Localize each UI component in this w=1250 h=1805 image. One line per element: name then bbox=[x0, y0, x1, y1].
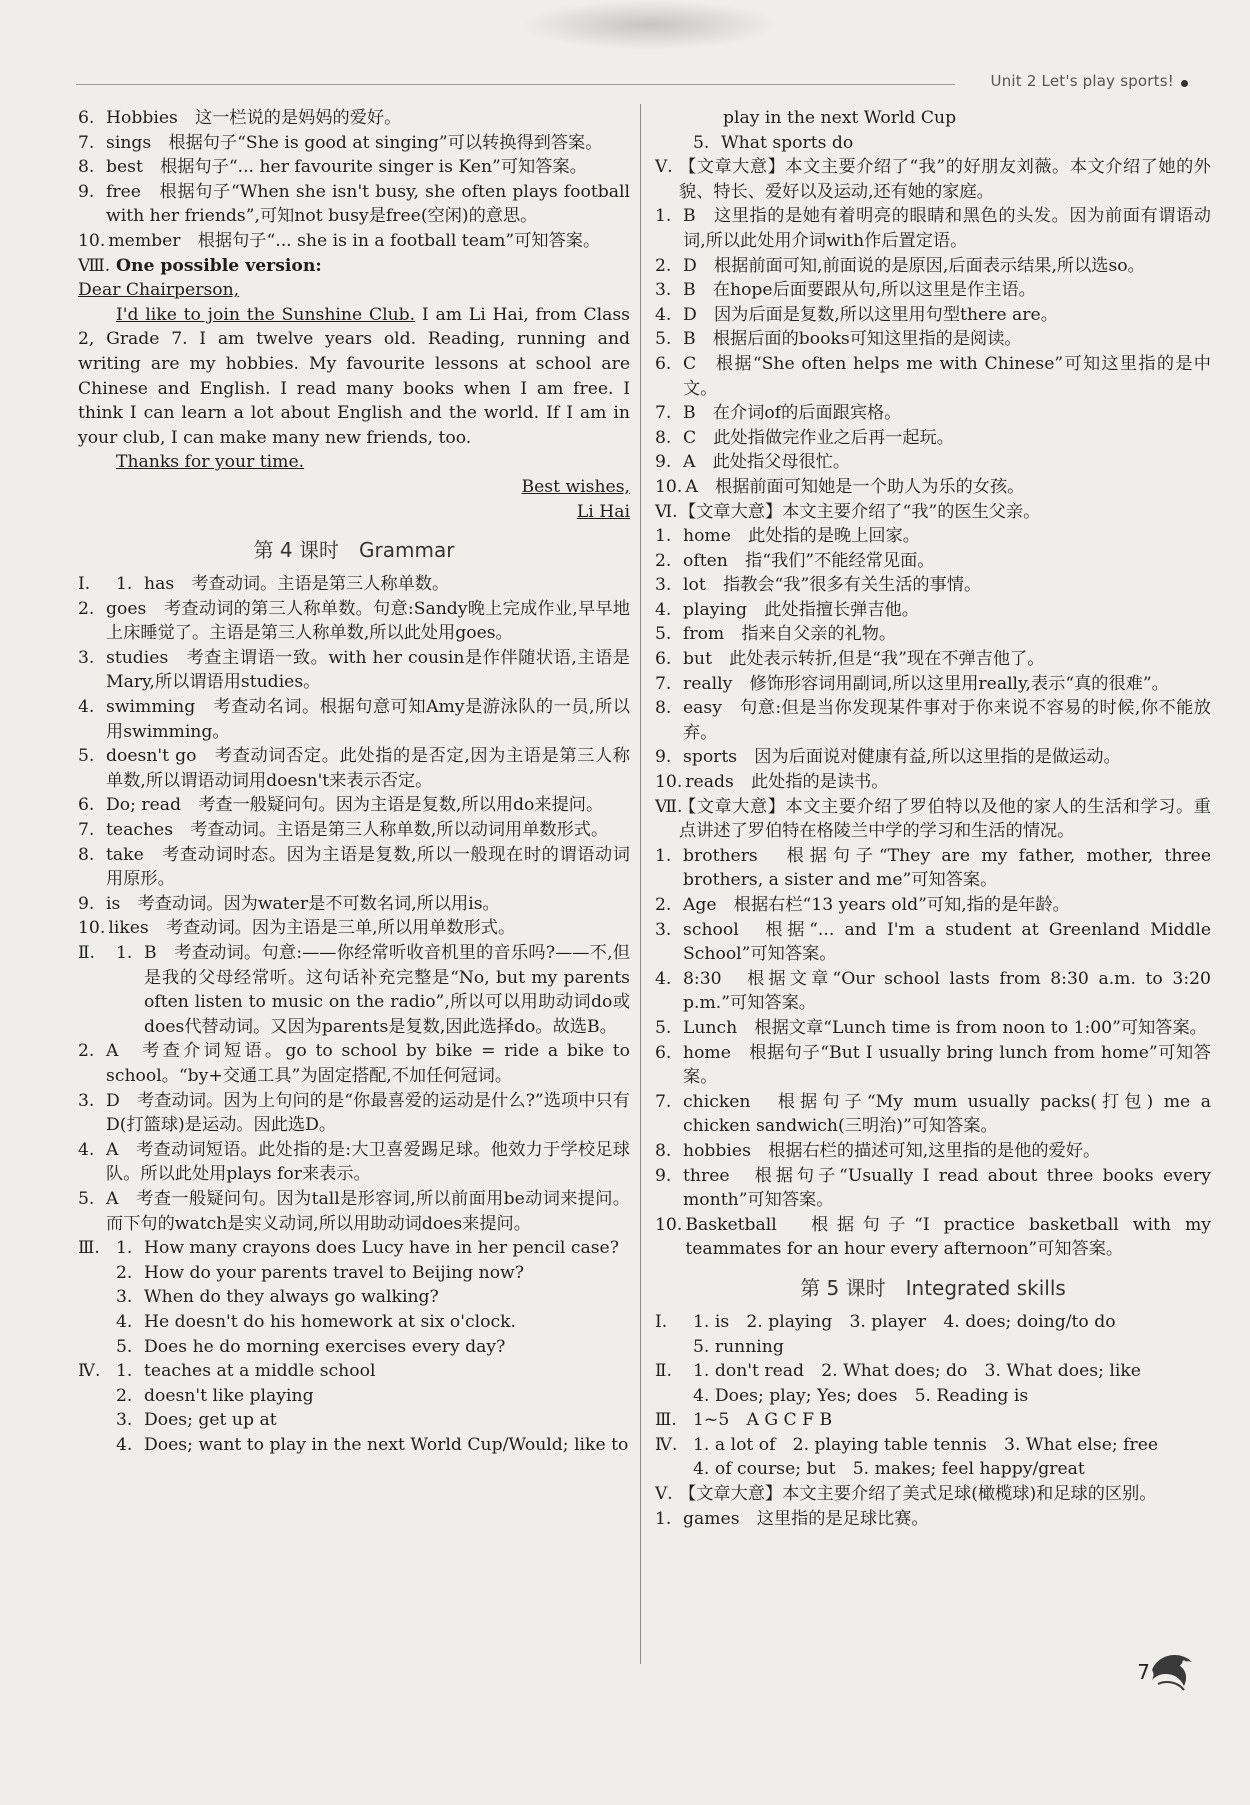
list-item: 8. best 根据句子“... her favourite singer is Ken”可知答案。 bbox=[78, 157, 587, 178]
section-intro: 【文章大意】本文主要介绍了“我”的医生父亲。 bbox=[679, 501, 1041, 522]
list-item: 7. B 在介词of的后面跟宾格。 bbox=[655, 403, 902, 424]
unit-title: Unit 2 Let's play sports! bbox=[990, 72, 1174, 90]
letter-closing: Best wishes, bbox=[521, 476, 630, 497]
section-label: Ⅵ. bbox=[655, 501, 678, 522]
section-intro: 【文章大意】本文主要介绍了罗伯特以及他的家人的生活和学习。重点讲述了罗伯特在格陵兰中学的学习和生活的情况。 bbox=[679, 796, 1211, 842]
letter-first-line: I'd like to join the Sunshine Club. bbox=[116, 304, 416, 325]
list-item: 9. A 此处指父母很忙。 bbox=[655, 452, 851, 473]
section-label: Ⅲ. bbox=[655, 1410, 677, 1431]
lesson4-title: 第 4 课时 Grammar bbox=[253, 538, 455, 563]
list-item: 9. free 根据句子“When she isn't busy, she often plays football with her friends”,可知not busy是free(空闲)的意思。 bbox=[78, 181, 630, 227]
header-dot-icon bbox=[1181, 80, 1188, 87]
list-item: 1. B 考查动词。句意:——你经常听收音机里的音乐吗?——不,但是我的父母经常听。这句话补充完整是“No, but my parents often listen to music on the radio”,所以可以用助动词do或does代替动词。又因为parents是复数,因此选择do。故选B。 bbox=[116, 943, 630, 1037]
list-item: 2. Age 根据右栏“13 years old”可知,指的是年龄。 bbox=[655, 895, 1070, 915]
list-item: 2. D 根据前面可知,前面说的是原因,后面表示结果,所以选so。 bbox=[655, 255, 1145, 276]
list-item: 3. When do they always go walking? bbox=[116, 1287, 439, 1308]
list-item: 1. games 这里指的是足球比赛。 bbox=[655, 1508, 929, 1529]
list-item: 2. doesn't like playing bbox=[116, 1385, 314, 1406]
section-ii-r bbox=[655, 1359, 1211, 1408]
section-label: Ⅳ. bbox=[655, 1434, 678, 1455]
answer-line: 4. of course; but 5. makes; feel happy/great bbox=[693, 1459, 1085, 1480]
section-iii-r bbox=[655, 1408, 1211, 1433]
list-item: 6. home 根据句子“But I usually bring lunch from home”可知答案。 bbox=[655, 1042, 1211, 1088]
list-item: 3. Does; get up at bbox=[116, 1410, 277, 1431]
section-intro: 【文章大意】本文主要介绍了“我”的好朋友刘薇。本文介绍了她的外貌、特长、爱好以及运动,还有她的家庭。 bbox=[679, 157, 1211, 202]
list-item: 3. B 在hope后面要跟从句,所以这里是作主语。 bbox=[655, 280, 1036, 301]
list-item: 5. B 根据后面的books可知这里指的是阅读。 bbox=[655, 329, 1022, 350]
list-item: 6. Hobbies 这一栏说的是妈妈的爱好。 bbox=[78, 108, 402, 128]
section-label: Ⅴ. bbox=[655, 157, 673, 178]
list-item: 6. C 根据“She often helps me with Chinese”可知这里指的是中文。 bbox=[655, 353, 1211, 399]
section-label: Ⅶ. bbox=[655, 796, 683, 817]
answer-line: 1. a lot of 2. playing table tennis 3. What else; free bbox=[693, 1434, 1159, 1455]
letter-signature: Li Hai bbox=[576, 501, 630, 522]
list-item: 9. sports 因为后面说对健康有益,所以这里指的是做运动。 bbox=[655, 747, 1121, 768]
list-item: 10. likes 考查动词。因为主语是三单,所以用单数形式。 bbox=[78, 918, 516, 939]
list-item: 2. A 考查介词短语。go to school by bike = ride a bike to school。“by+交通工具”为固定搭配,不加任何冠词。 bbox=[78, 1041, 630, 1086]
section-label: Ⅰ. bbox=[655, 1311, 668, 1332]
section-viii-heading bbox=[78, 254, 630, 279]
list-item: 5. Does he do morning exercises every day? bbox=[116, 1336, 506, 1357]
answer-line: 5. running bbox=[693, 1336, 784, 1357]
list-item: 1. B 这里指的是她有着明亮的眼睛和黑色的头发。因为前面有谓语动词,所以此处用介词with作后置定语。 bbox=[655, 206, 1211, 251]
letter-salutation: Dear Chairperson, bbox=[78, 280, 240, 301]
page-number: 7 bbox=[1137, 1660, 1150, 1684]
list-item: 10. Basketball 根据句子“I practice basketball with my teammates for an hour every afternoon”可知答案。 bbox=[655, 1214, 1211, 1260]
section-i-r bbox=[655, 1310, 1211, 1359]
section-i bbox=[78, 572, 630, 597]
list-item: 4. swimming 考查动名词。根据句意可知Amy是游泳队的一员,所以用swimming。 bbox=[78, 697, 630, 742]
list-item: 5. doesn't go 考查动词否定。此处指的是否定,因为主语是第三人称单数,所以谓语动词用doesn't来表示否定。 bbox=[78, 746, 630, 791]
list-item: 2. How do your parents travel to Beijing now? bbox=[116, 1262, 524, 1283]
list-item: 9. is 考查动词。因为water是不可数名词,所以用is。 bbox=[78, 893, 500, 914]
section-label: Ⅴ. bbox=[655, 1484, 673, 1505]
list-item: 10. member 根据句子“... she is in a football team”可知答案。 bbox=[78, 230, 601, 251]
list-item: 5. A 考查一般疑问句。因为tall是形容词,所以前面用be动词来提问。而下句的watch是实义动词,所以用助动词does来提问。 bbox=[78, 1188, 630, 1234]
list-item: 1. How many crayons does Lucy have in her pencil case? bbox=[116, 1238, 619, 1259]
page-header bbox=[76, 70, 1210, 96]
letter-body bbox=[78, 303, 630, 451]
section-title: One possible version: bbox=[116, 255, 322, 276]
list-item: 10. A 根据前面可知她是一个助人为乐的女孩。 bbox=[655, 476, 1025, 497]
section-label: Ⅱ. bbox=[78, 943, 95, 963]
list-item: 3. D 考查动词。因为上句问的是“你最喜爱的运动是什么?”选项中只有D(打篮球)是运动。因此选D。 bbox=[78, 1090, 630, 1136]
list-item: 3. studies 考查主谓语一致。with her cousin是作伴随状语,主语是Mary,所以谓语用studies。 bbox=[78, 647, 630, 693]
section-label: Ⅷ. bbox=[78, 255, 111, 276]
list-item: 5. What sports do bbox=[693, 132, 854, 153]
list-item: 7. sings 根据句子“She is good at singing”可以转换得到答案。 bbox=[78, 132, 603, 153]
list-item: 1. teaches at a middle school bbox=[116, 1361, 376, 1382]
list-item: 8. hobbies 根据右栏的描述可知,这里指的是他的爱好。 bbox=[655, 1140, 1101, 1161]
scan-stain bbox=[520, 0, 780, 50]
section-iv bbox=[78, 1359, 630, 1457]
section-label: Ⅱ. bbox=[655, 1361, 672, 1382]
list-item: 4. D 因为后面是复数,所以这里用句型there are。 bbox=[655, 304, 1058, 325]
section-iv-r bbox=[655, 1433, 1211, 1482]
list-item: 10. reads 此处指的是读书。 bbox=[655, 772, 889, 793]
section-intro: 【文章大意】本文主要介绍了美式足球(橄榄球)和足球的区别。 bbox=[679, 1484, 1157, 1505]
list-item: 1. brothers 根据句子“They are my father, mother, three brothers, a sister and me”可知答案。 bbox=[655, 845, 1211, 891]
dolphin-icon bbox=[1144, 1640, 1200, 1696]
list-item: 9. three 根据句子“Usually I read about three books every month”可知答案。 bbox=[655, 1165, 1211, 1211]
list-item: 3. lot 指教会“我”很多有关生活的事情。 bbox=[655, 575, 982, 596]
list-item: 7. chicken 根据句子“My mum usually packs(打包) me a chicken sandwich(三明治)”可知答案。 bbox=[655, 1091, 1211, 1137]
left-column bbox=[78, 106, 630, 1457]
section-ii bbox=[78, 941, 630, 1039]
letter-body-text: I am Li Hai, from Class 2, Grade 7. I am twelve years old. Reading, running and writing are my hobbies. My favourite lessons at school are Chinese and English. I read many books when I am free. I think I can learn a lot about English and the world. If I am in your club, I can make many new friends, too. bbox=[78, 304, 631, 448]
list-item: 1. home 此处指的是晚上回家。 bbox=[655, 526, 920, 547]
section-label: Ⅲ. bbox=[78, 1238, 100, 1259]
answer-line: 1. is 2. playing 3. player 4. does; doing/to do bbox=[693, 1311, 1116, 1332]
intro-list bbox=[78, 106, 630, 254]
list-item: 2. often 指“我们”不能经常见面。 bbox=[655, 550, 935, 571]
list-item: 1. has 考查动词。主语是第三人称单数。 bbox=[116, 574, 450, 595]
list-item: 4. A 考查动词短语。此处指的是:大卫喜爱踢足球。他效力于学校足球队。所以此处用plays for来表示。 bbox=[78, 1139, 630, 1185]
section-vii bbox=[655, 795, 1211, 844]
continuation-line: play in the next World Cup bbox=[723, 108, 957, 128]
list-item: 4. playing 此处指擅长弹吉他。 bbox=[655, 599, 919, 620]
list-item: 3. school 根据“... and I'm a student at Greenland Middle School”可知答案。 bbox=[655, 919, 1211, 965]
model-letter bbox=[78, 278, 630, 524]
section-label: Ⅰ. bbox=[78, 574, 91, 595]
section-iii bbox=[78, 1236, 630, 1359]
lesson5-title: 第 5 课时 Integrated skills bbox=[800, 1275, 1066, 1300]
column-divider bbox=[640, 104, 641, 1664]
list-item: 4. He doesn't do his homework at six o'clock. bbox=[116, 1311, 516, 1332]
list-item: 6. Do; read 考查一般疑问句。因为主语是复数,所以用do来提问。 bbox=[78, 795, 604, 816]
list-item: 6. but 此处表示转折,但是“我”现在不弹吉他了。 bbox=[655, 649, 1045, 670]
list-item: 8. easy 句意:但是当你发现某件事对于你来说不容易的时候,你不能放弃。 bbox=[655, 698, 1211, 743]
section-label: Ⅳ. bbox=[78, 1361, 101, 1382]
list-item: 7. really 修饰形容词用副词,所以这里用really,表示“真的很难”。 bbox=[655, 673, 1169, 694]
list-item: 5. from 指来自父亲的礼物。 bbox=[655, 624, 897, 645]
section-vi bbox=[655, 500, 1211, 525]
list-item: 8. take 考查动词时态。因为主语是复数,所以一般现在时的谓语动词用原形。 bbox=[78, 844, 630, 890]
list-item: 4. 8:30 根据文章“Our school lasts from 8:30 a.m. to 3:20 p.m.”可知答案。 bbox=[655, 968, 1211, 1014]
list-item: 4. Does; want to play in the next World Cup/Would; like to bbox=[116, 1434, 629, 1455]
list-item: 8. C 此处指做完作业之后再一起玩。 bbox=[655, 427, 954, 448]
header-rule bbox=[76, 84, 955, 85]
section-v bbox=[655, 155, 1211, 204]
answer-line: 4. Does; play; Yes; does 5. Reading is bbox=[693, 1385, 1029, 1406]
right-column bbox=[655, 106, 1211, 1531]
list-item: 7. teaches 考查动词。主语是第三人称单数,所以动词用单数形式。 bbox=[78, 820, 609, 841]
answer-line: 1~5 A G C F B bbox=[693, 1410, 833, 1431]
list-item: 5. Lunch 根据文章“Lunch time is from noon to 1:00”可知答案。 bbox=[655, 1017, 1207, 1038]
list-item: 2. goes 考查动词的第三人称单数。句意:Sandy晚上完成作业,早早地上床睡觉了。主语是第三人称单数,所以此处用goes。 bbox=[78, 598, 630, 644]
answer-line: 1. don't read 2. What does; do 3. What does; like bbox=[693, 1361, 1141, 1382]
section-v-r bbox=[655, 1482, 1211, 1507]
letter-thanks: Thanks for your time. bbox=[116, 452, 305, 473]
